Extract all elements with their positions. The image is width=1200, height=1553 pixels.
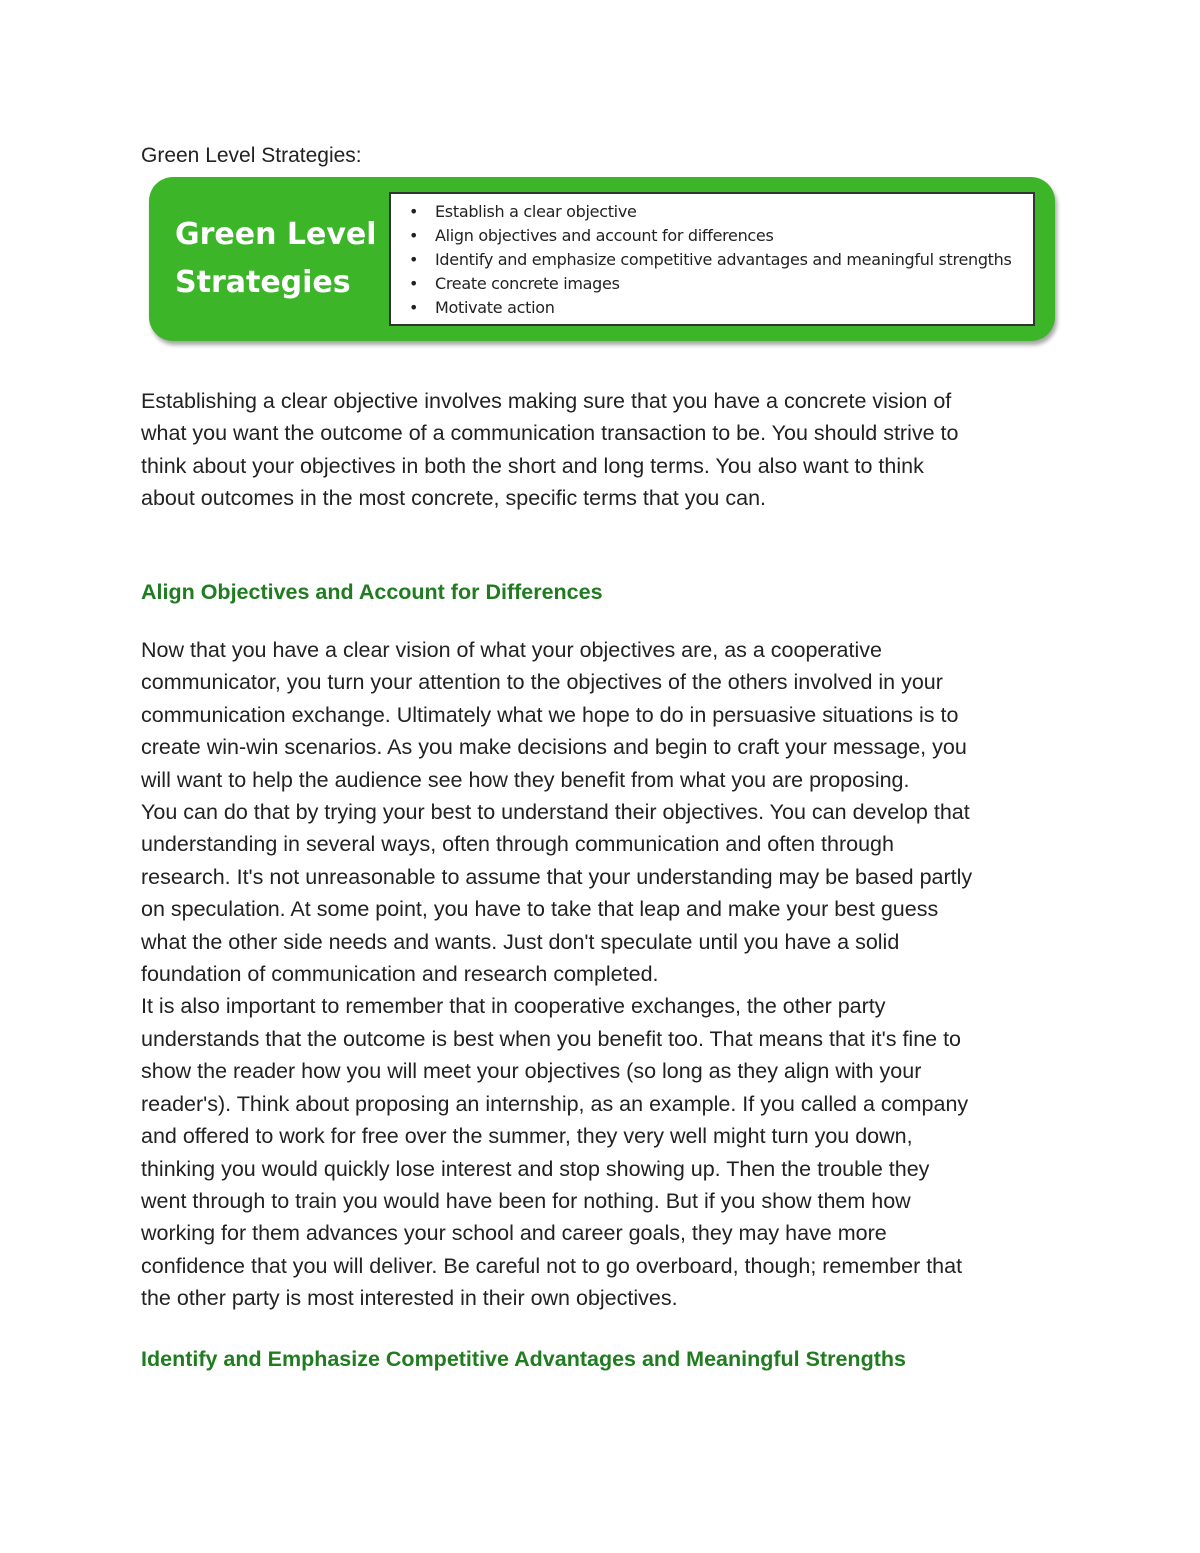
strategy-item-label: Align objectives and account for differences — [435, 226, 774, 245]
text-line: Now that you have a clear vision of what your objectives are, as a cooperative — [141, 638, 882, 662]
text-line: Establishing a clear objective involves making sure that you have a concrete vision of — [141, 389, 952, 413]
text-line: create win-win scenarios. As you make decisions and begin to craft your message, you — [141, 735, 967, 760]
strategy-item — [391, 224, 1033, 248]
banner-title — [175, 211, 375, 307]
strategy-item — [391, 272, 1033, 296]
text-line: research. It's not unreasonable to assume that your understanding may be based partly — [141, 864, 973, 889]
paragraph-align-objectives — [141, 634, 1061, 1315]
paragraph-establish-objective — [141, 385, 1061, 515]
text-line: It is also important to remember that in cooperative exchanges, the other party — [141, 994, 886, 1019]
text-line: reader's). Think about proposing an internship, as an example. If you called a company — [141, 1091, 969, 1116]
text-line: working for them advances your school and career goals, they may have more — [141, 1221, 887, 1246]
text-line: confidence that you will deliver. Be careful not to go overboard, though; remember that — [141, 1253, 963, 1278]
text-line: foundation of communication and research completed. — [141, 962, 659, 987]
strategy-item — [391, 248, 1033, 272]
banner-title-line-2: Strategies — [175, 265, 351, 300]
strategy-item-label: Motivate action — [435, 298, 555, 317]
strategy-item — [391, 296, 1033, 320]
text-line: the other party is most interested in their own objectives. — [141, 1286, 678, 1311]
strategies-list-box — [389, 192, 1035, 326]
text-line: what the other side needs and wants. Just don't speculate until you have a solid — [141, 929, 900, 954]
strategy-item-label: Establish a clear objective — [435, 202, 637, 221]
bullet-icon: • — [409, 226, 419, 245]
section-heading-align-objectives: Align Objectives and Account for Differences — [141, 580, 603, 604]
strategies-list — [391, 194, 1033, 320]
text-line: communication exchange. Ultimately what we hope to do in persuasive situations is to — [141, 702, 959, 727]
intro-label: Green Level Strategies: — [141, 144, 362, 167]
text-line: think about your objectives in both the short and long terms. You also want to think — [141, 453, 924, 478]
green-level-strategies-banner — [149, 177, 1055, 341]
section-heading-competitive-advantages: Identify and Emphasize Competitive Advantages and Meaningful Strengths — [141, 1347, 906, 1371]
bullet-icon: • — [409, 202, 419, 221]
strategy-item-label: Create concrete images — [435, 274, 620, 293]
bullet-icon: • — [409, 274, 419, 293]
text-line: about outcomes in the most concrete, specific terms that you can. — [141, 486, 767, 511]
strategy-item-label: Identify and emphasize competitive advantages and meaningful strengths — [435, 250, 1012, 269]
text-line: and offered to work for free over the summer, they very well might turn you down, — [141, 1124, 913, 1149]
text-line: what you want the outcome of a communication transaction to be. You should strive to — [141, 421, 959, 446]
text-line: went through to train you would have been for nothing. But if you show them how — [141, 1188, 911, 1213]
bullet-icon: • — [409, 298, 419, 317]
text-line: show the reader how you will meet your objectives (so long as they align with your — [141, 1059, 922, 1084]
text-line: will want to help the audience see how they benefit from what you are proposing. — [141, 767, 910, 792]
text-line: on speculation. At some point, you have to take that leap and make your best guess — [141, 897, 939, 922]
text-line: understands that the outcome is best when you benefit too. That means that it's fine to — [141, 1026, 962, 1051]
banner-title-line-1: Green Level — [175, 217, 377, 252]
strategy-item — [391, 200, 1033, 224]
bullet-icon: • — [409, 250, 419, 269]
text-line: understanding in several ways, often through communication and often through — [141, 832, 894, 857]
text-line: You can do that by trying your best to understand their objectives. You can develop that — [141, 800, 970, 825]
text-line: communicator, you turn your attention to the objectives of the others involved in your — [141, 670, 943, 695]
text-line: thinking you would quickly lose interest and stop showing up. Then the trouble they — [141, 1156, 930, 1181]
